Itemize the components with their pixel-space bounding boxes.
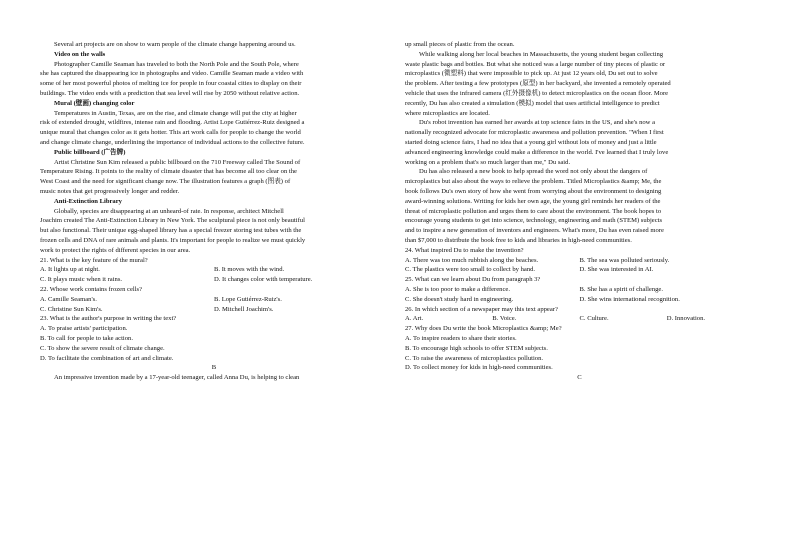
options-row: [405, 314, 754, 324]
options-row: [405, 285, 754, 295]
answer-option: C. The plastics were too small to collect by hand.: [405, 266, 536, 274]
answer-option: B. To call for people to take action.: [40, 334, 133, 342]
question-stem: 25. What can we learn about Du from paragraph 3?: [405, 276, 541, 284]
answer-option: A. There was too much rubbish along the beaches.: [405, 256, 539, 264]
passage-line: and to inspire a new generation of inventors and engineers. What's more, Du has even raised more: [405, 227, 664, 235]
answer-option: B. Lope Gutiérrez-Ruiz's.: [214, 295, 282, 303]
answer-option: B. Voice.: [492, 315, 517, 323]
passage-line: encourage young students to get into science, technology, engineering and math (STEM) subjects: [405, 217, 663, 225]
answer-option: A. To praise artists' participation.: [40, 325, 128, 333]
answer-option: B. To encourage high schools to offer STEM subjects.: [405, 344, 548, 352]
passage-line: the problem. After testing a few prototypes (原型) in her backyard, she invented a remotely operated: [405, 80, 671, 88]
options-row: [40, 275, 388, 285]
passage-line: working on a problem that's so much larger than me," Du said.: [405, 158, 571, 166]
passage-line: Du has also released a new book to help spread the word not only about the dangers of: [419, 168, 648, 176]
answer-option: C. Culture.: [579, 315, 609, 323]
section-heading: Public billboard (广告牌): [54, 148, 126, 156]
answer-option: B. It moves with the wind.: [214, 266, 285, 274]
passage-line: she has captured the disappearing ice in photographs and video. Camille Seaman made a video with: [40, 70, 304, 78]
answer-option: C. To show the severe result of climate change.: [40, 344, 165, 352]
question-stem: 23. What is the author's purpose in writing the text?: [40, 315, 177, 323]
answer-option: D. Mitchell Joachim's.: [214, 305, 274, 313]
passage-line: book follows Du's own story of how she went from worrying about the environment to designing: [405, 187, 662, 195]
answer-option: D. Innovation.: [666, 315, 706, 323]
passage-line: vehicle that uses the infrared camera (红外摄像机) to detect microplastics on the ocean floor. More: [405, 89, 669, 97]
question-stem: 27. Why does Du write the book Microplastics &amp; Me?: [405, 325, 562, 333]
passage-line: but also functional. Their unique egg-shaped library has a special freezer storing test tubes with the: [40, 227, 302, 235]
right-column: [405, 40, 754, 383]
question-stem: 24. What inspired Du to make the invention?: [405, 246, 524, 254]
passage-line: Joachim created The Anti-Extinction Library in New York. The sculptural piece is not only beautiful: [40, 217, 305, 225]
options-row: [40, 265, 388, 275]
question-stem: 21. What is the key feature of the mural?: [40, 256, 148, 264]
passage-line: than $7,000 to distribute the book free to kids and libraries in high-need communities.: [405, 236, 632, 244]
passage-line: some of her most powerful photos of melting ice for people in four coastal cities to display on their: [40, 80, 302, 88]
answer-option: A. Art.: [405, 315, 424, 323]
answer-option: A. To inspire readers to share their stories.: [405, 334, 517, 342]
options-row: [405, 256, 754, 266]
passage-line: advanced engineering knowledge could make a difference in the world. I've learned that I truly love: [405, 148, 669, 156]
passage-line: Du's robot invention has earned her awards at top science fairs in the US, and she's now a: [419, 119, 656, 127]
answer-key: B: [211, 364, 217, 372]
options-row: [405, 295, 754, 305]
answer-option: D. To collect money for kids in high-need communities.: [405, 364, 553, 372]
left-column: [40, 40, 388, 383]
options-row: [40, 295, 388, 305]
options-row: [40, 305, 388, 315]
answer-option: D. She wins international recognition.: [579, 295, 680, 303]
answer-option: C. She doesn't study hard in engineering.: [405, 295, 514, 303]
passage-line: work to protect the rights of different species in our area.: [40, 246, 191, 254]
section-heading: Video on the walls: [54, 50, 106, 58]
passage-line: threat of microplastic pollution and urges them to care about the environment. The book hopes to: [405, 207, 662, 215]
passage-line: Photographer Camille Seaman has traveled to both the North Pole and the South Pole, where: [54, 60, 299, 68]
passage-line: West Coast and the need for significant change now. The illustration features a graph (图表) of: [40, 178, 291, 186]
passage-line: unique mural that changes color as it gets hotter. This art work calls for people to change the world: [40, 129, 301, 137]
passage-line: where microplastics are located.: [405, 109, 490, 117]
passage-line: microplastics but also about the ways to relieve the problem. Titled Microplastics &amp; Me, the: [405, 178, 662, 186]
section-heading: Mural (壁画) changing color: [54, 99, 135, 107]
passage-line: up small pieces of plastic from the ocean.: [405, 41, 515, 48]
section-heading: Anti-Extinction Library: [54, 197, 122, 205]
answer-option: A. Camille Seaman's.: [40, 295, 97, 303]
answer-option: D. It changes color with temperature.: [214, 276, 313, 284]
passage-line: While walking along her local beaches in Massachusetts, the young student began collecting: [419, 50, 664, 58]
answer-option: A. She is too poor to make a difference.: [405, 285, 510, 293]
passage-line: frozen cells and DNA of rare animals and plants. It's important for people to realize we must quickly: [40, 236, 306, 244]
options-row: [405, 265, 754, 275]
passage-line: and change climate change, underlining the importance of individual actions to the collective future.: [40, 138, 305, 146]
passage-line: microplastics (微塑料) that were impossible to pick up. At just 12 years old, Du set out to solve: [405, 70, 658, 78]
passage-line: An impressive invention made by a 17-year-old teenager, called Anna Du, is helping to clean: [54, 374, 300, 382]
answer-option: C. To raise the awareness of microplastics pollution.: [405, 354, 544, 362]
passage-line: started doing science fairs, I had no idea that a young girl without lots of money and just a little: [405, 138, 657, 146]
passage-line: nationally recognized advocate for microplastic awareness and pollution prevention. "When I first: [405, 129, 664, 137]
passage-line: Temperatures in Austin, Texas, are on the rise, and climate change will put the city at higher: [54, 109, 297, 117]
passage-line: waste plastic bags and bottles. But what she noticed was a large number of tiny pieces of plastic or: [405, 60, 666, 68]
answer-option: D. She was interested in AI.: [579, 266, 654, 274]
passage-line: risk of extended drought, wildfires, intense rain and flooding. Artist Lope Gutiérrez-Ruiz designed a: [40, 119, 305, 127]
answer-option: B. She has a spirit of challenge.: [579, 285, 664, 293]
question-stem: 22. Whose work contains frozen cells?: [40, 285, 143, 293]
answer-option: D. To facilitate the combination of art and climate.: [40, 354, 174, 362]
question-stem: 26. In which section of a newspaper may this text appear?: [405, 305, 558, 313]
passage-line: award-winning solutions. Writing for kids her own age, the young girl reminds her readers of the: [405, 197, 661, 205]
answer-option: C. It plays music when it rains.: [40, 276, 123, 284]
passage-line: Several art projects are on show to warn people of the climate change happening around us.: [54, 41, 296, 48]
answer-option: A. It lights up at night.: [40, 266, 100, 274]
passage-line: Artist Christine Sun Kim released a public billboard on the 710 Freeway called The Sound of: [54, 158, 301, 166]
passage-line: recently, Du has also created a simulation (模拟) model that uses artificial intelligence to predict: [405, 99, 660, 107]
answer-key: C: [577, 374, 582, 382]
answer-option: C. Christine Sun Kim's.: [40, 305, 103, 313]
answer-option: B. The sea was polluted seriously.: [579, 256, 670, 264]
passage-line: Globally, species are disappearing at an unheard-of rate. In response, architect Mitchell: [54, 207, 284, 215]
passage-line: buildings. The video ends with a prediction that sea level will rise by 2050 without relative action.: [40, 89, 300, 97]
passage-line: music notes that get progressively longer and redder.: [40, 187, 180, 195]
passage-line: Temperature Rising. It points to the reality of climate disaster that has become all too clear on the: [40, 168, 297, 176]
